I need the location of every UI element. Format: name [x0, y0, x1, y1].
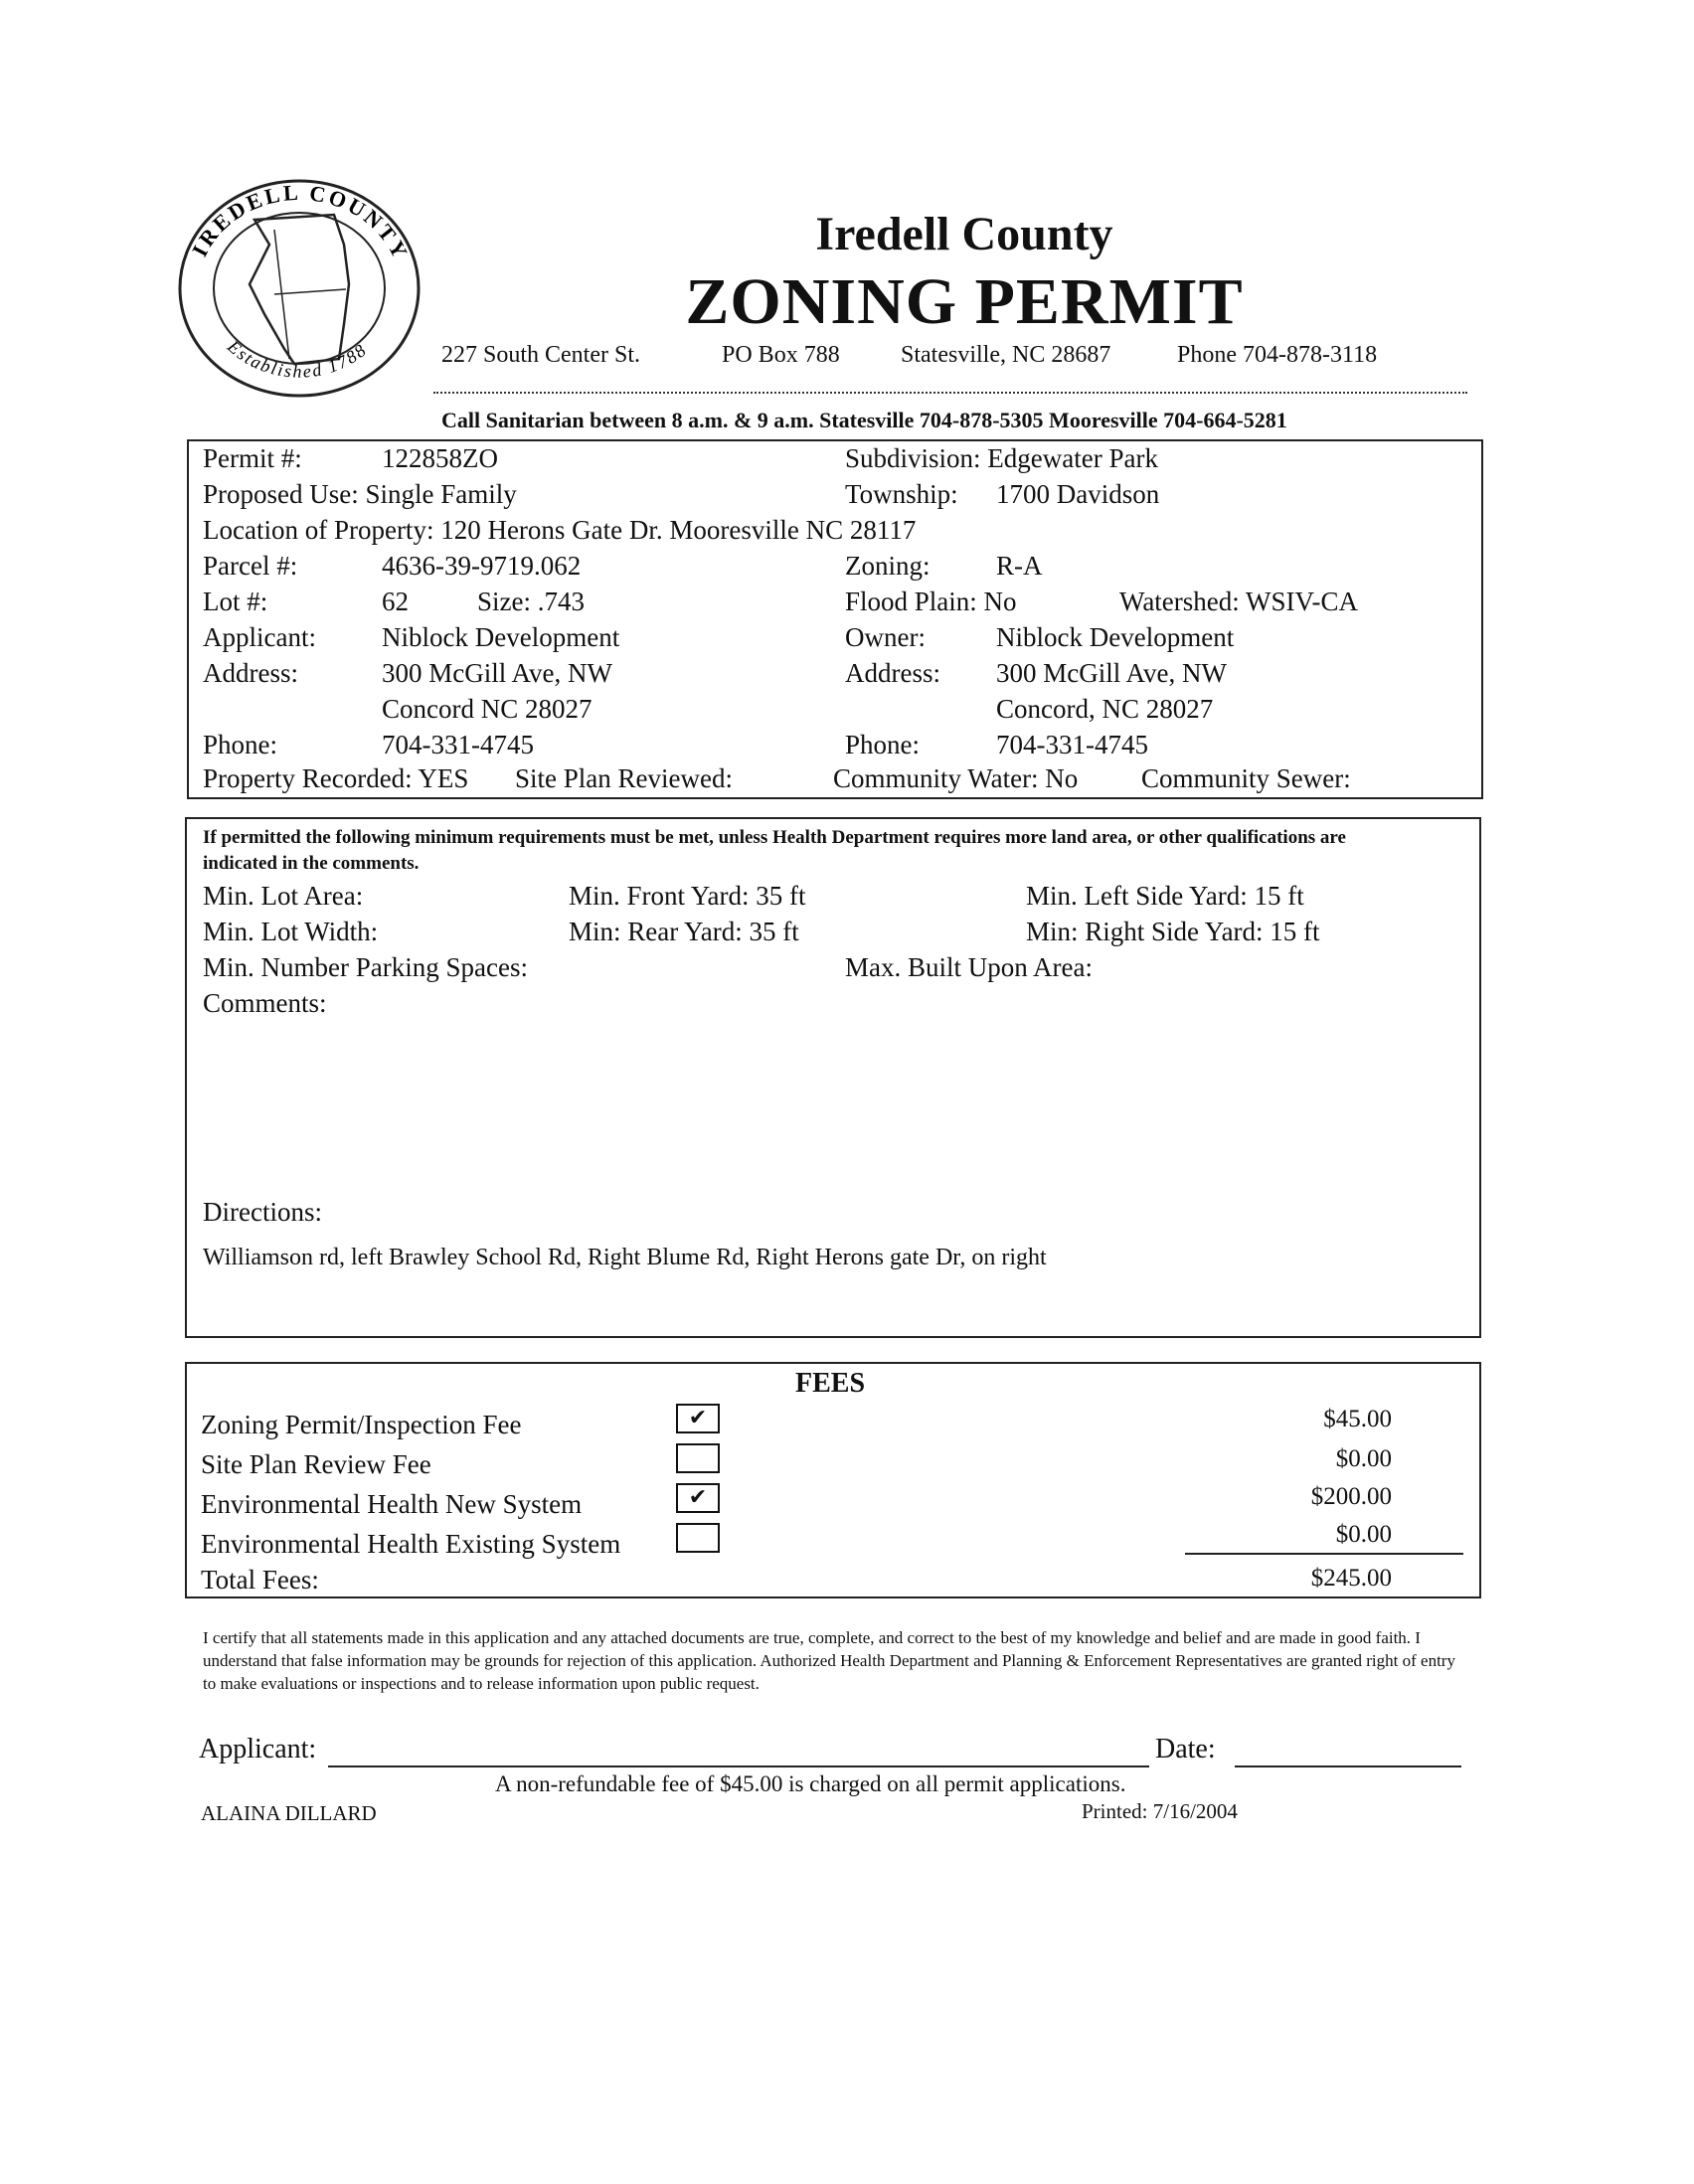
permit-number: 122858ZO — [382, 443, 498, 473]
owner-label: Owner: — [845, 622, 926, 652]
property-location: Location of Property: 120 Herons Gate Dr. Mooresville NC 28117 — [203, 515, 917, 545]
applicant-address-label: Address: — [203, 658, 298, 688]
fee-label-zoning: Zoning Permit/Inspection Fee — [201, 1410, 522, 1439]
applicant-phone: 704-331-4745 — [382, 730, 534, 759]
check-mark-icon: ✔ — [688, 1485, 708, 1510]
seal-bottom-text: Established 1788 — [224, 336, 372, 382]
sanitarian-notice: Call Sanitarian between 8 a.m. & 9 a.m. Statesville 704-878-5305 Mooresville 704-664-5281 — [441, 408, 1287, 432]
total-fees-amount: $245.00 — [1310, 1565, 1392, 1592]
min-front-yard: Min. Front Yard: 35 ft — [569, 881, 806, 911]
fee-checkbox-env-existing[interactable] — [676, 1523, 720, 1553]
parcel-label: Parcel #: — [203, 551, 298, 581]
fee-checkbox-env-new[interactable] — [676, 1483, 720, 1513]
check-mark-icon: ✔ — [688, 1406, 708, 1430]
seal-top-text: IREDELL COUNTY — [186, 179, 415, 265]
comments-label: Comments: — [203, 988, 327, 1018]
county-name: Iredell County — [815, 208, 1113, 260]
date-line[interactable] — [1235, 1765, 1461, 1767]
office-phone: Phone 704-878-3118 — [1177, 342, 1378, 368]
township: 1700 Davidson — [996, 479, 1160, 509]
applicant-signature-label: Applicant: — [199, 1734, 317, 1764]
township-label: Township: — [845, 479, 958, 509]
date-label: Date: — [1155, 1734, 1216, 1764]
nonrefundable-notice: A non-refundable fee of $45.00 is charged on all permit applications. — [495, 1771, 1126, 1796]
property-recorded: Property Recorded: YES — [203, 763, 469, 793]
min-lot-width: Min. Lot Width: — [203, 917, 379, 946]
applicant-address-line2: Concord NC 28027 — [382, 694, 593, 724]
fee-amount-zoning: $45.00 — [1323, 1406, 1392, 1432]
lot-size: Size: .743 — [477, 587, 585, 616]
staff-name: ALAINA DILLARD — [201, 1801, 377, 1825]
min-parking-spaces: Min. Number Parking Spaces: — [203, 952, 528, 982]
lot-number: 62 — [382, 587, 409, 616]
applicant-phone-label: Phone: — [203, 730, 278, 759]
header-divider — [433, 392, 1467, 394]
directions-label: Directions: — [203, 1197, 322, 1227]
owner-name: Niblock Development — [996, 622, 1235, 652]
owner-phone: 704-331-4745 — [996, 730, 1148, 759]
directions-text: Williamson rd, left Brawley School Rd, Right Blume Rd, Right Herons gate Dr, on right — [203, 1245, 1047, 1270]
county-outline-shape — [250, 215, 349, 364]
page-title: ZONING PERMIT — [685, 265, 1244, 338]
fees-sum-line — [1185, 1553, 1463, 1555]
county-seal — [175, 175, 424, 402]
watershed: Watershed: WSIV-CA — [1119, 587, 1359, 616]
requirements-note: If permitted the following minimum requirements must be met, unless Health Department requires more land area, or other qualifications are indicated in the comments. — [203, 827, 1346, 874]
fee-amount-env-existing: $0.00 — [1335, 1521, 1392, 1548]
fee-amount-site-plan: $0.00 — [1335, 1445, 1392, 1472]
max-built-upon-area: Max. Built Upon Area: — [845, 952, 1093, 982]
fee-amount-env-new: $200.00 — [1310, 1483, 1392, 1510]
fee-checkbox-zoning[interactable] — [676, 1404, 720, 1433]
zoning-label: Zoning: — [845, 551, 931, 581]
community-sewer: Community Sewer: — [1141, 763, 1351, 793]
office-address: 227 South Center St. — [441, 342, 641, 368]
zoning: R-A — [996, 551, 1043, 581]
office-city: Statesville, NC 28687 — [901, 342, 1111, 368]
applicant-address-line1: 300 McGill Ave, NW — [382, 658, 612, 688]
lot-label: Lot #: — [203, 587, 268, 616]
fee-checkbox-site-plan[interactable] — [676, 1443, 720, 1473]
proposed-use: Proposed Use: Single Family — [203, 479, 517, 509]
community-water: Community Water: No — [833, 763, 1079, 793]
min-left-side-yard: Min. Left Side Yard: 15 ft — [1026, 881, 1304, 911]
office-po-box: PO Box 788 — [722, 342, 840, 368]
permit-number-label: Permit #: — [203, 443, 302, 473]
total-fees-label: Total Fees: — [201, 1565, 319, 1595]
fees-title: FEES — [795, 1368, 866, 1399]
min-lot-area: Min. Lot Area: — [203, 881, 364, 911]
fee-label-env-existing: Environmental Health Existing System — [201, 1529, 621, 1559]
owner-address-line2: Concord, NC 28027 — [996, 694, 1214, 724]
fee-label-site-plan: Site Plan Review Fee — [201, 1449, 431, 1479]
printed-date: Printed: 7/16/2004 — [1082, 1799, 1238, 1823]
min-rear-yard: Min: Rear Yard: 35 ft — [569, 917, 799, 946]
owner-address-line1: 300 McGill Ave, NW — [996, 658, 1227, 688]
subdivision: Subdivision: Edgewater Park — [845, 443, 1158, 473]
owner-address-label: Address: — [845, 658, 940, 688]
site-plan-reviewed: Site Plan Reviewed: — [515, 763, 733, 793]
applicant-signature-line[interactable] — [328, 1765, 1149, 1767]
min-right-side-yard: Min: Right Side Yard: 15 ft — [1026, 917, 1320, 946]
fee-label-env-new: Environmental Health New System — [201, 1489, 583, 1519]
parcel-number: 4636-39-9719.062 — [382, 551, 582, 581]
flood-plain: Flood Plain: No — [845, 587, 1017, 616]
applicant-name: Niblock Development — [382, 622, 620, 652]
certification-statement: I certify that all statements made in this application and any attached documents are true, complete, and correct to the best of my knowledge and belief and are made in good faith. I understand that false information may be grounds for rejection of this application. Authorized Health Department and Planning & Enforcement Representatives are granted right of entry to make evaluations or inspections and to release information upon public request. — [203, 1628, 1455, 1693]
owner-phone-label: Phone: — [845, 730, 921, 759]
applicant-label: Applicant: — [203, 622, 316, 652]
